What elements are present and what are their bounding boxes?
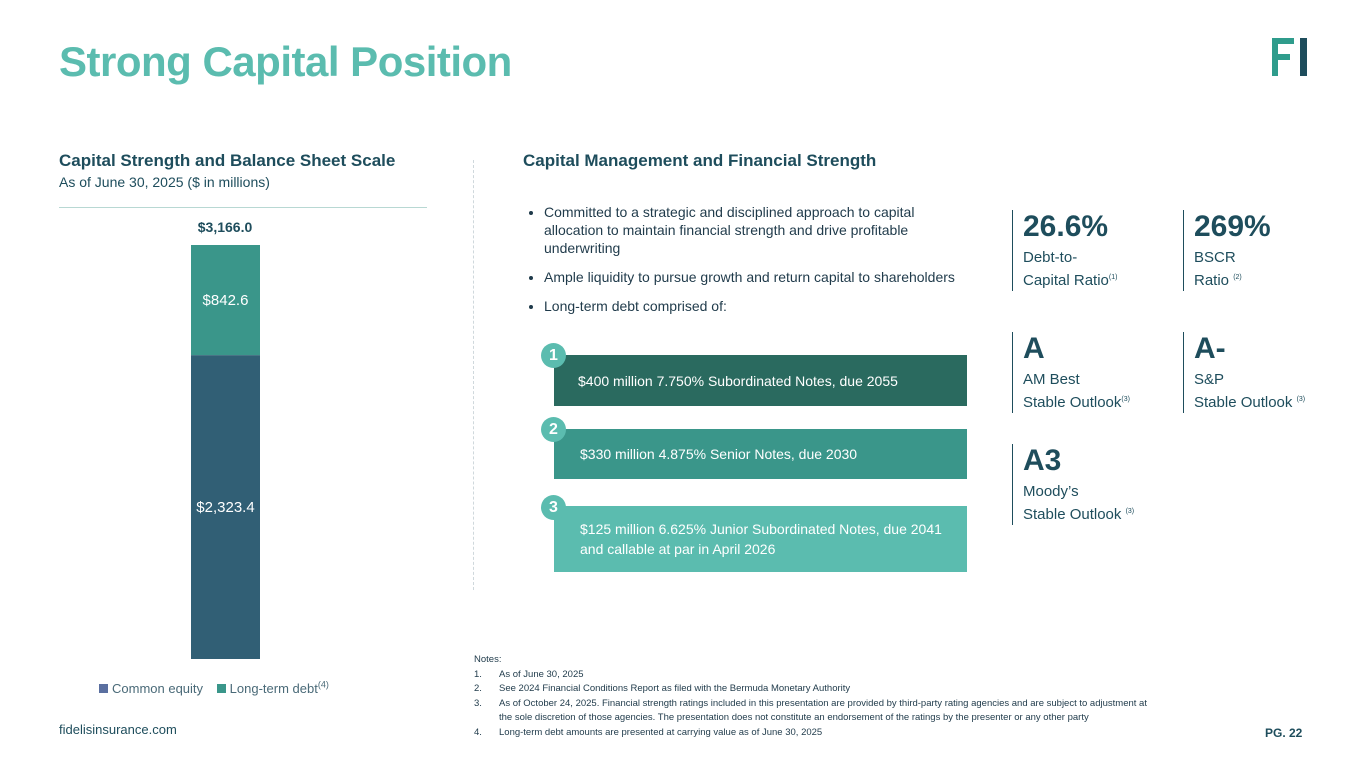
- debt-item-text: $125 million 6.625% Junior Subordinated Notes, due 2041 and callable at par in April 2026: [580, 521, 942, 557]
- metric-label: Moody’s: [1023, 483, 1079, 500]
- metric-value: A3: [1023, 444, 1062, 477]
- metric-value: A-: [1194, 332, 1226, 365]
- metric-debt-to-capital: [1012, 210, 1117, 291]
- metric-value: 269%: [1194, 210, 1271, 243]
- bar-label-common-equity: $2,323.4: [196, 499, 255, 517]
- metric-bscr-ratio: [1183, 210, 1271, 291]
- debt-item-3: [554, 506, 967, 572]
- footnote-ref: (3): [1296, 396, 1306, 403]
- footer-website[interactable]: fidelisinsurance.com: [59, 722, 177, 737]
- column-divider: [473, 160, 474, 590]
- metric-label: Ratio: [1194, 272, 1230, 289]
- notes: [474, 653, 1294, 740]
- metric-label: AM Best: [1023, 371, 1080, 388]
- footnote-ref: (3): [1125, 508, 1135, 515]
- chart-subtitle: As of June 30, 2025 ($ in millions): [59, 174, 270, 190]
- debt-item-2: [554, 429, 967, 479]
- debt-item-text: $400 million 7.750% Subordinated Notes, due 2055: [578, 372, 898, 389]
- debt-number-badge: 1: [541, 343, 566, 368]
- metric-label: Capital Ratio: [1023, 272, 1109, 289]
- note-item: 4. Long-term debt amounts are presented at carrying value as of June 30, 2025: [474, 726, 823, 738]
- bar-total-label: $3,166.0: [197, 219, 253, 235]
- bullet-item: • Committed to a strategic and disciplined approach to capital allocation to maintain financial strength and drive profitable underwriting: [544, 203, 964, 257]
- debt-number-badge: 3: [541, 495, 566, 520]
- metric-sp: [1183, 332, 1305, 413]
- note-item: 2. See 2024 Financial Conditions Report as filed with the Bermuda Monetary Authority: [474, 683, 851, 694]
- debt-number-badge: 2: [541, 417, 566, 442]
- metric-label: BSCR: [1194, 249, 1236, 266]
- bar-label-long-term-debt: $842.6: [202, 292, 249, 310]
- legend-item-long-term-debt: Long-term debt$^{(4)}$: [217, 681, 329, 696]
- page-number: PG. 22: [1265, 726, 1303, 740]
- note-item: the sole discretion of those agencies. The presentation does not constitute an endorsement of the ratings by the presenter or any other party: [499, 712, 1089, 723]
- metric-label: Debt-to-: [1023, 249, 1078, 266]
- footnote-ref: (1): [1108, 274, 1118, 281]
- bullet-list: [505, 203, 964, 326]
- footnote-ref: (2): [1233, 274, 1242, 281]
- debt-item-text: $330 million 4.875% Senior Notes, due 2030: [580, 446, 858, 462]
- capital-management-title: Capital Management and Financial Strength: [523, 151, 877, 170]
- metric-value: A: [1023, 332, 1045, 365]
- section-divider: [59, 207, 427, 208]
- bullet-item: • Long-term debt comprised of:: [544, 297, 964, 315]
- footnote-ref: (3): [1121, 396, 1130, 403]
- metric-label: S&P: [1194, 371, 1225, 388]
- note-item: 3. As of October 24, 2025. Financial strength ratings included in this presentation are provided by third-party rating agencies and are subject to adjustment at: [474, 697, 1147, 709]
- metric-value: 26.6%: [1023, 210, 1109, 243]
- debt-item-1: [554, 355, 967, 406]
- chart-legend: [99, 680, 329, 696]
- metric-moodys: [1012, 444, 1134, 525]
- note-item: 1. As of June 30, 2025: [474, 668, 584, 680]
- notes-title: Notes:: [474, 654, 502, 665]
- metric-label: Stable Outlook: [1023, 394, 1122, 411]
- legend-item-common-equity: Common equity: [99, 681, 203, 696]
- bullet-item: • Ample liquidity to pursue growth and return capital to shareholders: [544, 268, 964, 286]
- metric-label: Stable Outlook: [1194, 394, 1293, 411]
- fidelis-logo-icon: [1272, 38, 1308, 76]
- capital-bar-chart: [140, 210, 310, 670]
- metric-am-best: [1012, 332, 1130, 413]
- page-title: Strong Capital Position: [59, 38, 512, 85]
- metric-label: Stable Outlook: [1023, 506, 1122, 523]
- chart-section-title: Capital Strength and Balance Sheet Scale: [59, 151, 396, 170]
